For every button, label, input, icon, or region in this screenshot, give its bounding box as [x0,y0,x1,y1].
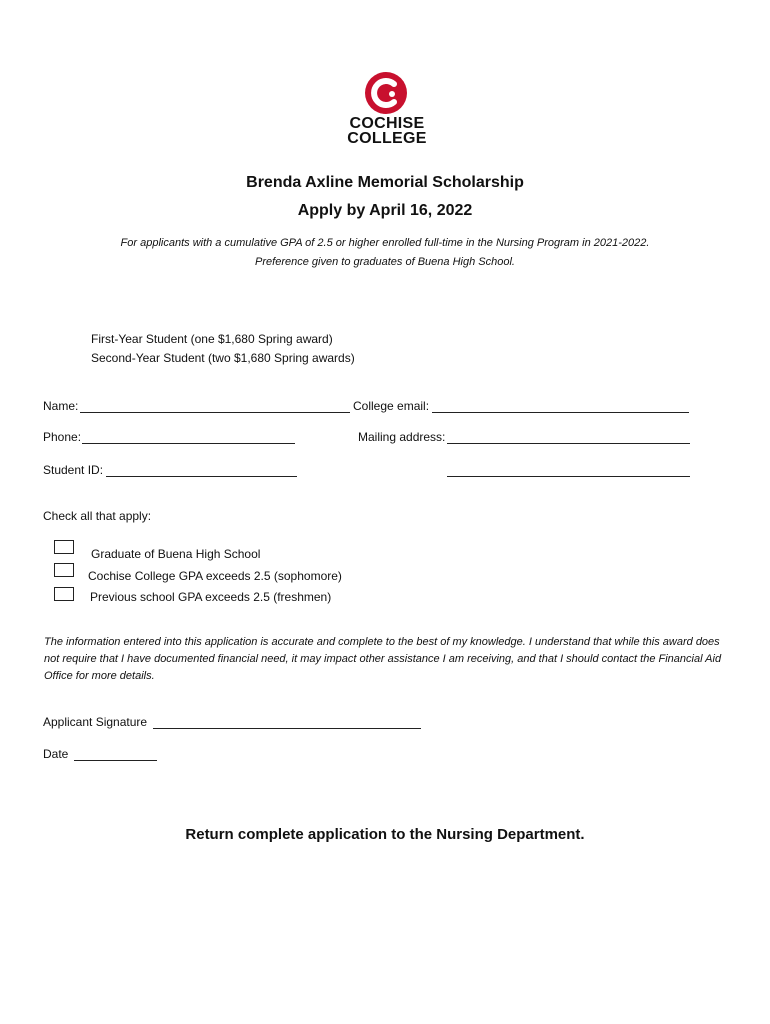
award-first-year: First-Year Student (one $1,680 Spring award) [91,332,333,346]
mailing-address-label: Mailing address: [358,430,446,444]
student-id-field[interactable] [106,476,297,477]
signature-field[interactable] [153,728,421,729]
checkbox-buena-graduate[interactable] [54,540,74,554]
date-field[interactable] [74,760,157,761]
preference-text: Preference given to graduates of Buena High School. [255,256,515,268]
deadline-title: Apply by April 16, 2022 [297,202,473,219]
checkbox-college-gpa[interactable] [54,563,74,577]
scholarship-title: Brenda Axline Memorial Scholarship [246,174,524,191]
phone-label: Phone: [43,430,82,444]
mailing-address-field[interactable] [447,443,690,444]
phone-field[interactable] [82,443,295,444]
checkbox-label-previous-gpa: Previous school GPA exceeds 2.5 (freshmen) [90,590,332,604]
college-email-label: College email: [353,399,430,413]
date-label: Date [43,747,69,761]
checkbox-label-buena-graduate: Graduate of Buena High School [91,547,261,561]
name-field[interactable] [80,412,350,413]
checklist-heading: Check all that apply: [43,509,152,523]
eligibility-text: For applicants with a cumulative GPA of 2.5 or higher enrolled full-time in the Nursing Program in 2021-2022. [120,237,650,249]
certification-statement: The information entered into this application is accurate and complete to the best of my knowledge. I understand that while this award does not require that I have documented financial need, it may impact other assistance I am receiving, and that I should contact the Financial Aid Office for more details. [44,636,722,682]
return-instructions: Return complete application to the Nursing Department. [185,826,585,843]
checkbox-label-college-gpa: Cochise College GPA exceeds 2.5 (sophomore) [88,569,342,583]
mailing-address-field-line2[interactable] [447,476,690,477]
college-email-field[interactable] [432,412,689,413]
signature-label: Applicant Signature [43,715,148,729]
checkbox-previous-gpa[interactable] [54,587,74,601]
logo-wordmark-line2: COLLEGE [347,130,427,147]
name-label: Name: [43,399,79,413]
logo-wordmark-line1: COCHISE [349,115,425,132]
cochise-college-logo-icon [363,70,409,116]
student-id-label: Student ID: [43,463,104,477]
award-second-year: Second-Year Student (two $1,680 Spring awards) [91,351,355,365]
